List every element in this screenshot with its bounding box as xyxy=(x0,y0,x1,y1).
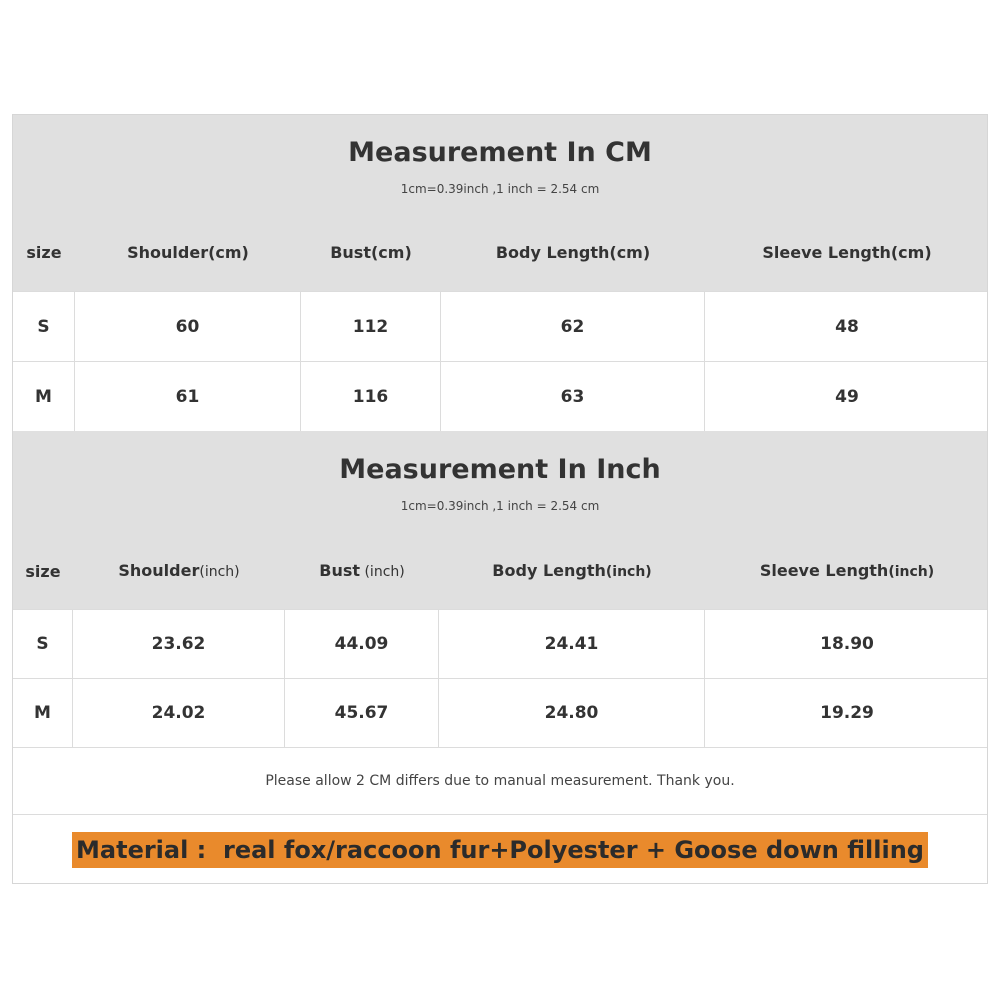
inch-header-sleeve-length xyxy=(705,561,989,582)
inch-header-sleeve-length-unit: (inch) xyxy=(888,564,935,580)
inch-row-s-bust: 44.09 xyxy=(285,610,439,678)
table-row xyxy=(13,678,987,747)
table-row xyxy=(13,361,987,431)
cm-row-m-size: M xyxy=(13,362,75,431)
inch-table-title: Measurement In Inch xyxy=(339,454,661,485)
inch-header-shoulder-label: Shoulder xyxy=(118,561,200,580)
inch-header-bust xyxy=(285,561,439,582)
inch-row-s-shoulder: 23.62 xyxy=(73,610,285,678)
cm-header-bust: Bust(cm) xyxy=(330,243,412,262)
inch-header-body-length-unit: (inch) xyxy=(605,564,652,580)
inch-header-band xyxy=(13,431,987,609)
inch-row-m-sleeve-length: 19.29 xyxy=(820,703,874,723)
cm-row-m-shoulder: 61 xyxy=(75,362,301,431)
inch-header-bust-unit: (inch) xyxy=(360,564,405,580)
cm-header-shoulder: Shoulder(cm) xyxy=(127,243,249,262)
inch-row-m-shoulder: 24.02 xyxy=(73,679,285,747)
inch-header-bust-label: Bust xyxy=(319,561,361,580)
inch-header-body-length-label: Body Length xyxy=(492,561,606,580)
inch-header-size: size xyxy=(25,562,61,581)
inch-row-s-body-length: 24.41 xyxy=(439,610,705,678)
inch-header-sleeve-length-label: Sleeve Length xyxy=(759,561,889,580)
cm-row-s-bust: 112 xyxy=(301,292,441,361)
cm-header-sleeve-length: Sleeve Length(cm) xyxy=(762,243,932,262)
cm-row-s-size: S xyxy=(13,292,75,361)
inch-row-m-bust: 45.67 xyxy=(285,679,439,747)
inch-header-shoulder-unit: (inch) xyxy=(199,564,240,580)
inch-row-m-size: M xyxy=(13,679,73,747)
cm-row-s-shoulder: 60 xyxy=(75,292,301,361)
size-chart xyxy=(12,114,988,884)
cm-row-m-bust: 116 xyxy=(301,362,441,431)
cm-row-m-body-length: 63 xyxy=(441,362,705,431)
inch-row-s-size: S xyxy=(13,610,73,678)
cm-row-m-sleeve-length: 49 xyxy=(835,386,859,407)
cm-header-body-length: Body Length(cm) xyxy=(495,243,651,262)
inch-row-m-body-length: 24.80 xyxy=(439,679,705,747)
cm-row-s-sleeve-length: 48 xyxy=(835,316,859,337)
measurement-note: Please allow 2 CM differs due to manual measurement. Thank you. xyxy=(13,747,987,814)
cm-header-band xyxy=(13,115,987,291)
cm-table-subtitle: 1cm=0.39inch ,1 inch = 2.54 cm xyxy=(400,182,600,196)
cm-table-title: Measurement In CM xyxy=(348,137,652,168)
inch-header-shoulder xyxy=(73,561,285,582)
material-row xyxy=(13,814,987,884)
inch-row-s-sleeve-length: 18.90 xyxy=(820,634,874,654)
material-label: Material : real fox/raccoon fur+Polyester + Goose down filling xyxy=(72,832,928,868)
cm-header-size: size xyxy=(26,243,62,262)
table-row xyxy=(13,291,987,361)
inch-table-subtitle: 1cm=0.39inch ,1 inch = 2.54 cm xyxy=(400,499,600,513)
cm-row-s-body-length: 62 xyxy=(441,292,705,361)
table-row xyxy=(13,609,987,678)
inch-header-body-length xyxy=(439,561,705,582)
